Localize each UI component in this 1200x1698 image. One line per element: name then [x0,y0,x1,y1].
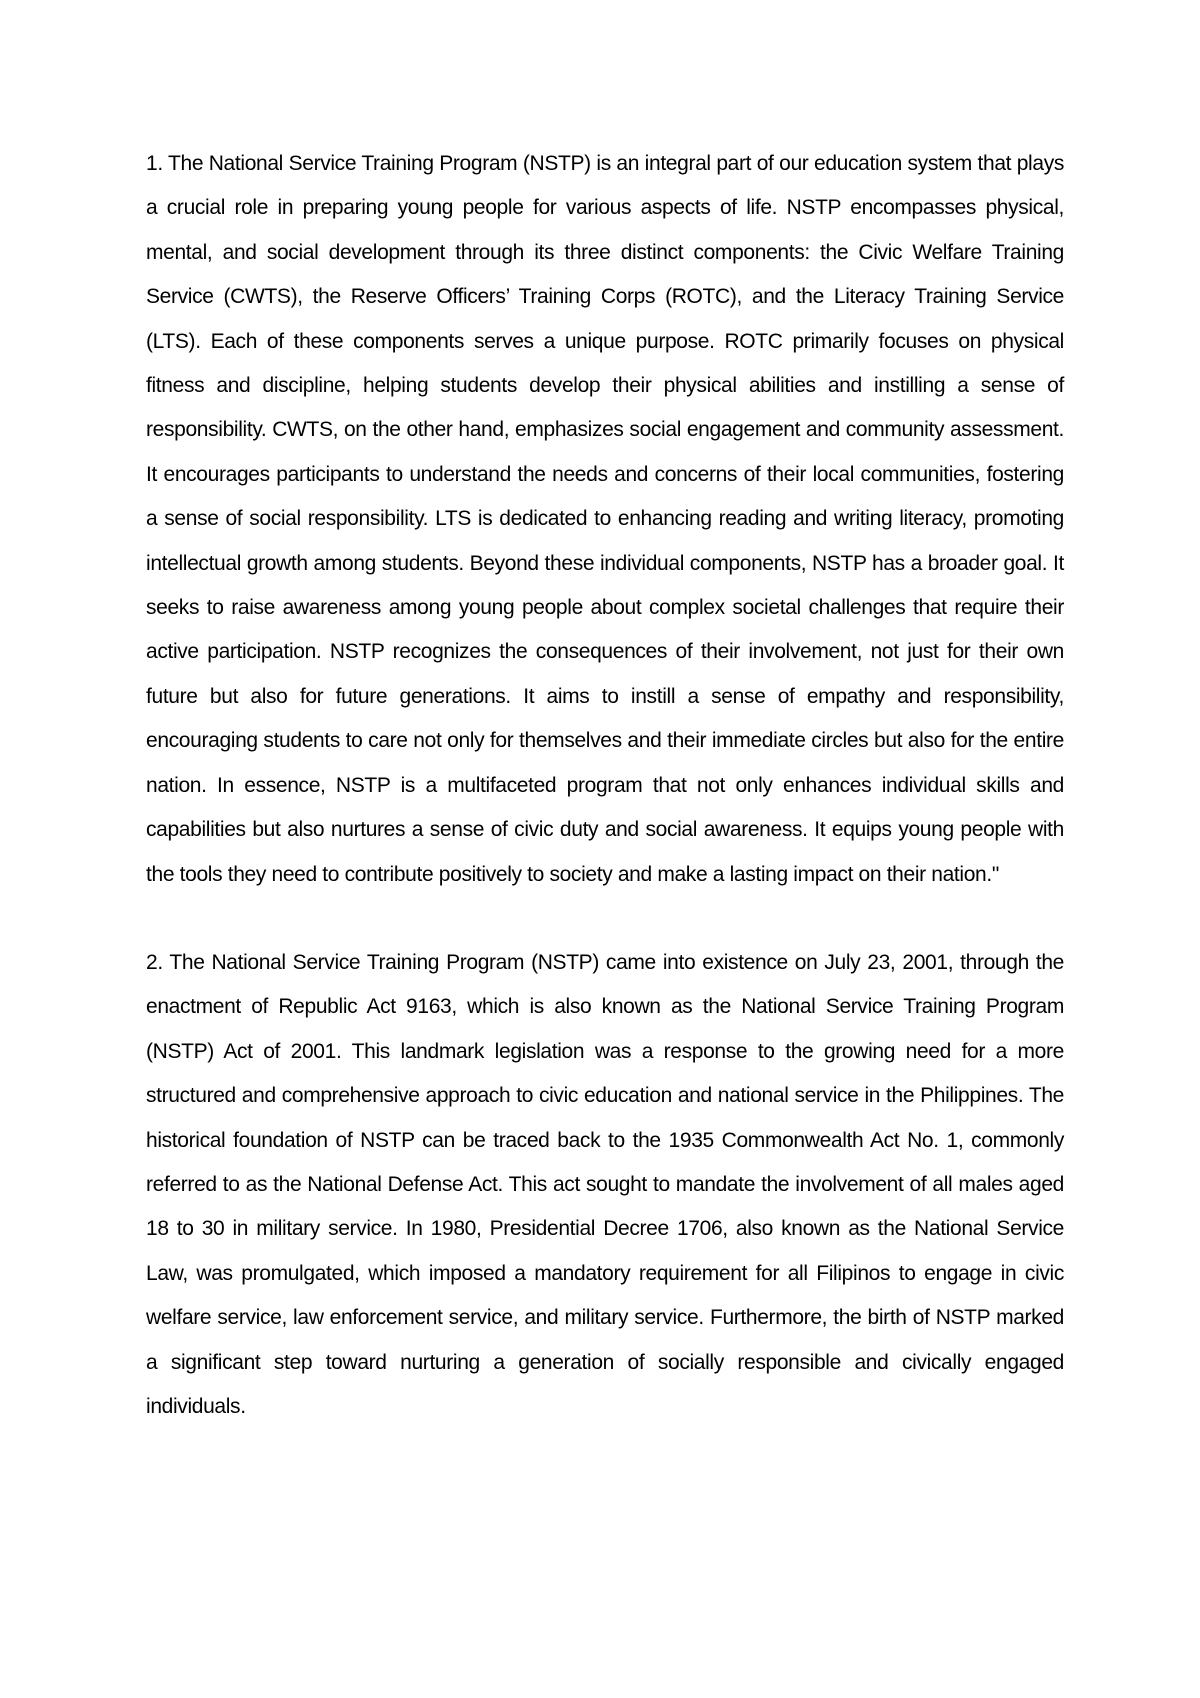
document-body [146,142,1064,1429]
paragraph-1: 1. The National Service Training Program (NSTP) is an integral part of our education system that plays a crucial role in preparing young people for various aspects of life. NSTP encompasses physical, mental, and social development through its three distinct components: the Civic Welfare Training Service (CWTS), the Reserve Officers’ Training Corps (ROTC), and the Literacy Training Service (LTS). Each of these components serves a unique purpose. ROTC primarily focuses on physical fitness and discipline, helping students develop their physical abilities and instilling a sense of responsibility. CWTS, on the other hand, emphasizes social engagement and community assessment. It encourages participants to understand the needs and concerns of their local communities, fostering a sense of social responsibility. LTS is dedicated to enhancing reading and writing literacy, promoting intellectual growth among students. Beyond these individual components, NSTP has a broader goal. It seeks to raise awareness among young people about complex societal challenges that require their active participation. NSTP recognizes the consequences of their involvement, not just for their own future but also for future generations. It aims to instill a sense of empathy and responsibility, encouraging students to care not only for themselves and their immediate circles but also for the entire nation. In essence, NSTP is a multifaceted program that not only enhances individual skills and capabilities but also nurtures a sense of civic duty and social awareness. It equips young people with the tools they need to contribute positively to society and make a lasting impact on their nation." [146,152,1064,886]
paragraph-spacer [146,897,1064,941]
paragraph-2: 2. The National Service Training Program (NSTP) came into existence on July 23, 2001, through the enactment of Republic Act 9163, which is also known as the National Service Training Program (NSTP) Act of 2001. This landmark legislation was a response to the growing need for a more structured and comprehensive approach to civic education and national service in the Philippines. The historical foundation of NSTP can be traced back to the 1935 Commonwealth Act No. 1, commonly referred to as the National Defense Act. This act sought to mandate the involvement of all males aged 18 to 30 in military service. In 1980, Presidential Decree 1706, also known as the National Service Law, was promulgated, which imposed a mandatory requirement for all Filipinos to engage in civic welfare service, law enforcement service, and military service. Furthermore, the birth of NSTP marked a significant step toward nurturing a generation of socially responsible and civically engaged individuals. [146,950,1064,1418]
